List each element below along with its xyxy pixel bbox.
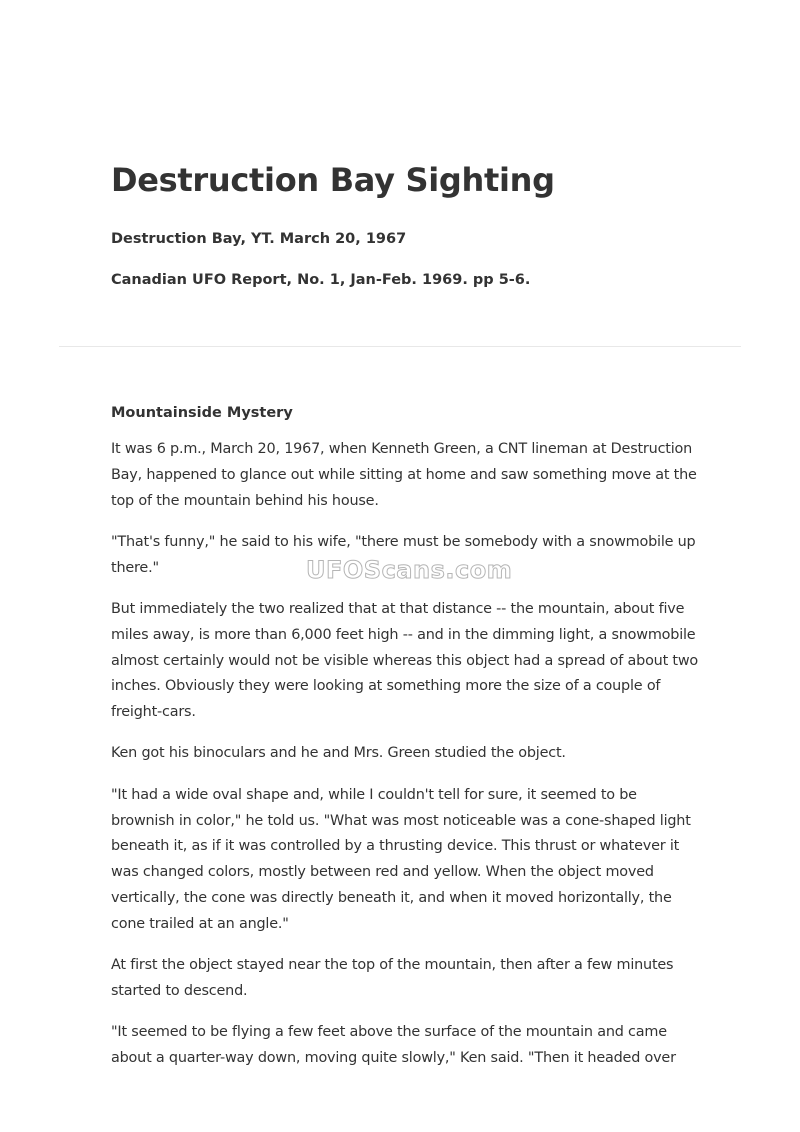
watermark: UFOScans.com bbox=[306, 556, 513, 584]
paragraph: But immediately the two realized that at that distance -- the mountain, about five miles away, is more than 6,000 feet high -- and in the dimming light, a snowmobile almost certainly would not be visible whereas this object had a spread of about two inches. Obviously they were looking at something more the size of a couple of freight-cars. bbox=[111, 600, 699, 721]
paragraph: "It seemed to be flying a few feet above the surface of the mountain and came about a quarter-way down, moving quite slowly," Ken said. "Then it headed over bbox=[111, 1024, 676, 1066]
paragraph: At first the object stayed near the top of the mountain, then after a few minutes started to descend. bbox=[111, 957, 674, 999]
paragraph: "It had a wide oval shape and, while I couldn't tell for sure, it seemed to be brownish in color," he told us. "What was most noticeable was a cone-shaped light beneath it, as if it was controlled by a thrusting device. This thrust or whatever it was changed colors, mostly between red and yellow. When the object moved vertically, the cone was directly beneath it, and when it moved horizontally, the cone trailed at an angle." bbox=[111, 786, 691, 932]
page-title: Destruction Bay Sighting bbox=[111, 161, 555, 199]
source-citation: Canadian UFO Report, No. 1, Jan-Feb. 1969. pp 5-6. bbox=[111, 272, 531, 288]
paragraph: Ken got his binoculars and he and Mrs. Green studied the object. bbox=[111, 745, 566, 762]
header-divider bbox=[59, 346, 741, 347]
section-heading: Mountainside Mystery bbox=[111, 405, 293, 421]
article-body bbox=[111, 403, 701, 1087]
paragraph: It was 6 p.m., March 20, 1967, when Kenneth Green, a CNT lineman at Destruction Bay, happened to glance out while sitting at home and saw something move at the top of the mountain behind his house. bbox=[111, 441, 697, 509]
location-date: Destruction Bay, YT. March 20, 1967 bbox=[111, 231, 407, 247]
paragraph: "That's funny," he said to his wife, "there must be somebody with a snowmobile up there." bbox=[111, 533, 696, 576]
